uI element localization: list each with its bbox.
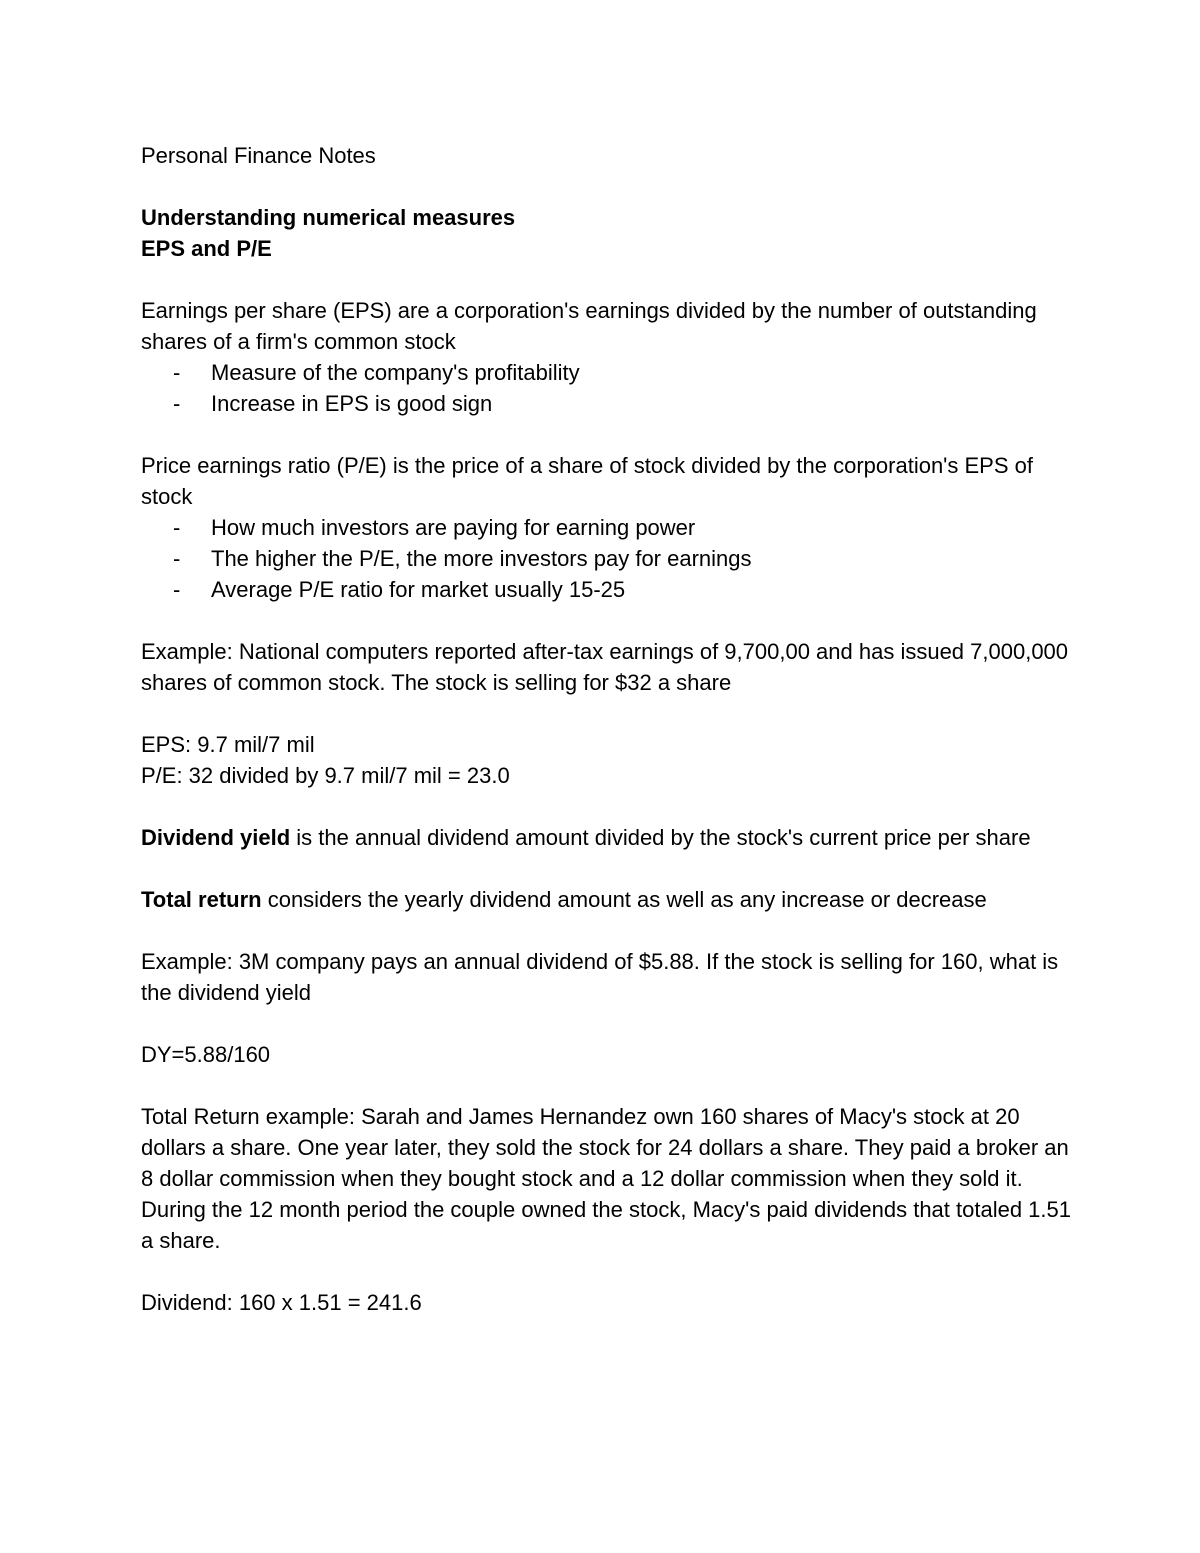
list-item-text: The higher the P/E, the more investors pay for earnings xyxy=(211,546,752,571)
list-item-text: Increase in EPS is good sign xyxy=(211,391,493,416)
spacer xyxy=(141,791,1071,822)
spacer xyxy=(141,264,1071,295)
dividend-yield-paragraph xyxy=(141,822,1071,853)
dash-bullet: - xyxy=(173,577,181,602)
dash-bullet: - xyxy=(173,360,181,385)
dash-bullet: - xyxy=(173,546,181,571)
eps-calculation: EPS: 9.7 mil/7 mil xyxy=(141,732,315,757)
spacer xyxy=(141,1070,1071,1101)
total-return-paragraph xyxy=(141,884,1071,915)
list-item xyxy=(141,543,1071,574)
pe-calculation: P/E: 32 divided by 9.7 mil/7 mil = 23.0 xyxy=(141,763,510,788)
document-title: Personal Finance Notes xyxy=(141,143,376,168)
pe-definition: Price earnings ratio (P/E) is the price of a share of stock divided by the corporation's EPS of stock xyxy=(141,453,1033,509)
spacer xyxy=(141,1008,1071,1039)
list-item xyxy=(141,512,1071,543)
spacer xyxy=(141,1256,1071,1287)
total-return-definition: considers the yearly dividend amount as well as any increase or decrease xyxy=(261,887,987,912)
dividend-yield-term: Dividend yield xyxy=(141,825,291,850)
list-item-text: How much investors are paying for earning power xyxy=(211,515,696,540)
dash-bullet: - xyxy=(173,515,181,540)
dividend-yield-calculation: DY=5.88/160 xyxy=(141,1042,271,1067)
spacer xyxy=(141,171,1071,202)
eps-bullet-list xyxy=(141,357,1071,419)
pe-bullet-list xyxy=(141,512,1071,605)
spacer xyxy=(141,698,1071,729)
list-item xyxy=(141,388,1071,419)
example-3m-company: Example: 3M company pays an annual dividend of $5.88. If the stock is selling for 160, what is the dividend yield xyxy=(141,949,1059,1005)
list-item xyxy=(141,574,1071,605)
example-national-computers: Example: National computers reported after-tax earnings of 9,700,00 and has issued 7,000,000 shares of common stock. The stock is selling for $32 a share xyxy=(141,639,1069,695)
total-return-example: Total Return example: Sarah and James Hernandez own 160 shares of Macy's stock at 20 dollars a share. One year later, they sold the stock for 24 dollars a share. They paid a broker an 8 dollar commission when they bought stock and a 12 dollar commission when they sold it. During the 12 month period the couple owned the stock, Macy's paid dividends that totaled 1.51 a share. xyxy=(141,1104,1072,1253)
list-item xyxy=(141,357,1071,388)
list-item-text: Measure of the company's profitability xyxy=(211,360,580,385)
spacer xyxy=(141,915,1071,946)
section-subheading: EPS and P/E xyxy=(141,236,272,261)
document-body xyxy=(141,140,1071,1318)
dividend-calculation: Dividend: 160 x 1.51 = 241.6 xyxy=(141,1290,422,1315)
dividend-yield-definition: is the annual dividend amount divided by the stock's current price per share xyxy=(290,825,1031,850)
total-return-term: Total return xyxy=(141,887,262,912)
spacer xyxy=(141,605,1071,636)
spacer xyxy=(141,419,1071,450)
eps-definition: Earnings per share (EPS) are a corporation's earnings divided by the number of outstanding shares of a firm's common stock xyxy=(141,298,1037,354)
dash-bullet: - xyxy=(173,391,181,416)
list-item-text: Average P/E ratio for market usually 15-25 xyxy=(211,577,626,602)
section-heading: Understanding numerical measures xyxy=(141,205,516,230)
spacer xyxy=(141,853,1071,884)
